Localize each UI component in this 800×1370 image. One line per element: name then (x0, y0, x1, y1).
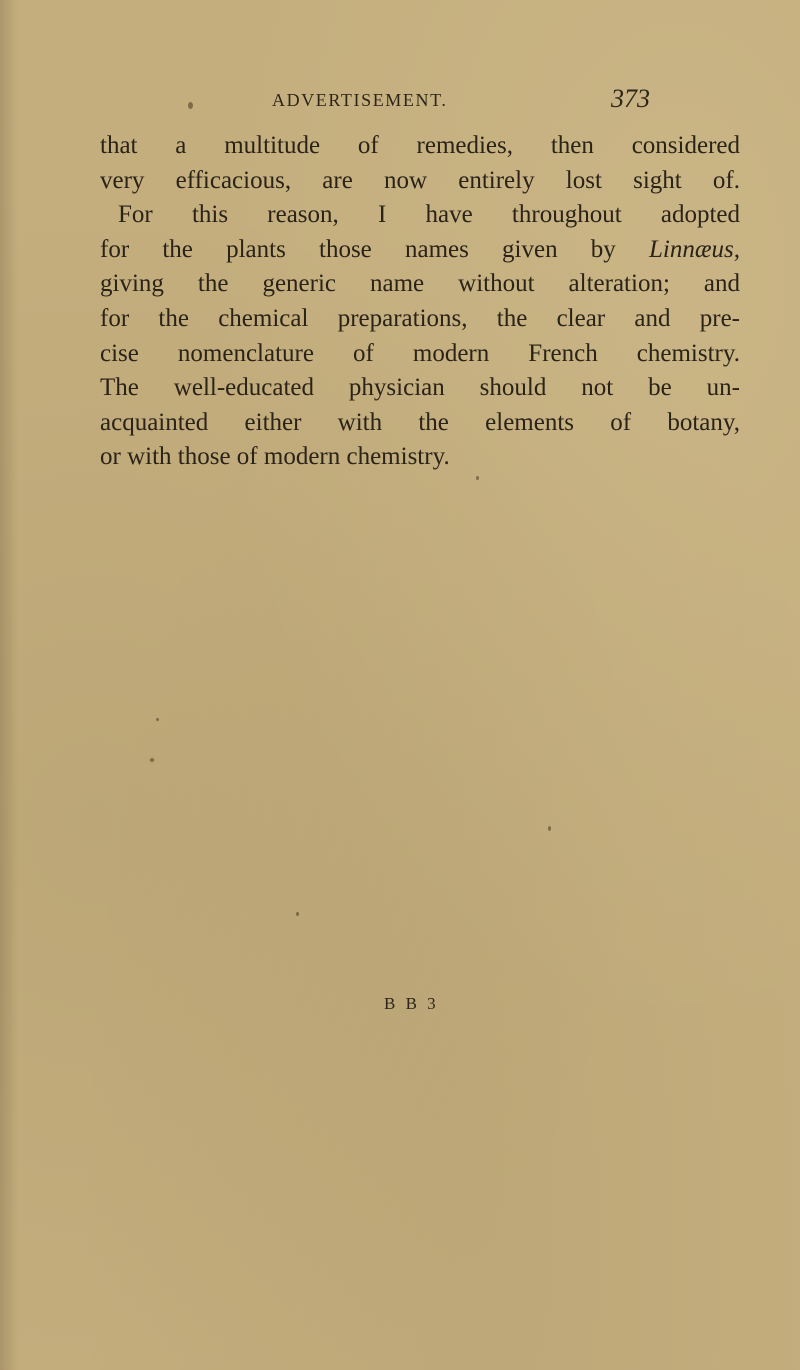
text-line-7: cise nomenclature of modern French chemistry. (100, 339, 740, 367)
running-title: ADVERTISEMENT. (272, 90, 448, 110)
paper-speck (188, 102, 193, 109)
paper-speck (296, 912, 299, 916)
text-line-2: very efficacious, are now entirely lost sight of. (100, 166, 740, 194)
text-line-3: For this reason, I have throughout adopted (118, 201, 740, 229)
italic-name-linnaeus: Linnæus, (648, 235, 740, 263)
running-head (0, 84, 800, 118)
text-line-5: giving the generic name without alteration; and (100, 270, 740, 298)
text-line-10: or with those of modern chemistry. (100, 443, 450, 471)
text-line-1: that a multitude of remedies, then considered (100, 132, 740, 159)
paper-speck (150, 758, 154, 762)
page-number: 373 (611, 84, 650, 113)
page-gutter-shadow (0, 0, 18, 1370)
text-line-9: acquainted either with the elements of botany, (100, 408, 740, 436)
text-line-4-start: for the plants those names given by (100, 235, 649, 263)
paper-speck (476, 476, 479, 480)
paper-speck (156, 718, 159, 721)
paper-speck (548, 826, 551, 831)
text-line-4 (100, 233, 740, 268)
signature-mark: B B 3 (384, 994, 439, 1013)
text-line-8: The well-educated physician should not be un- (100, 374, 740, 402)
body-paragraph (100, 129, 740, 475)
text-line-6: for the chemical preparations, the clear and pre- (100, 304, 740, 332)
